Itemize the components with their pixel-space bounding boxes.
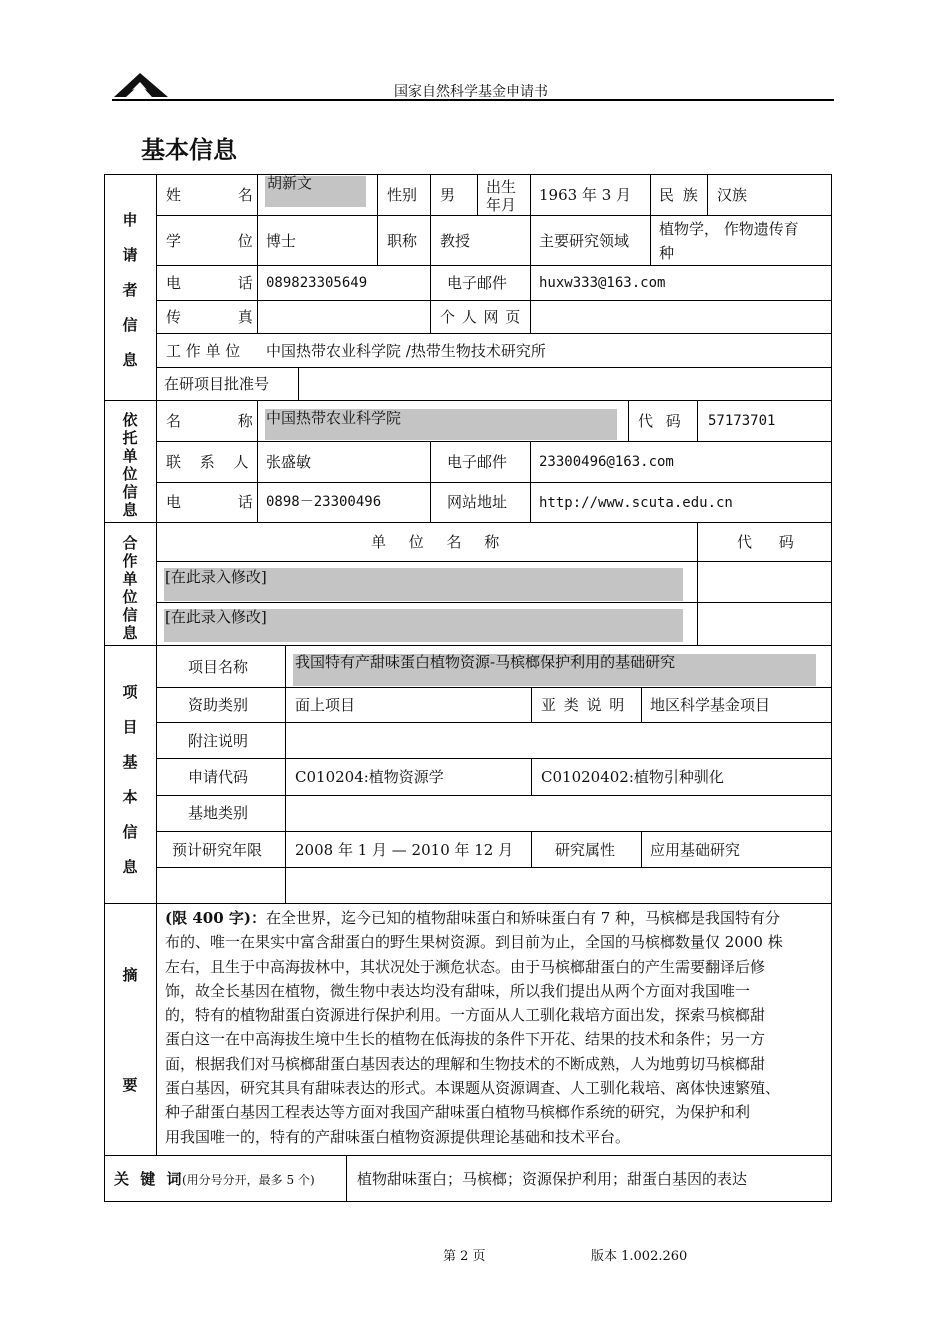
host-contact-label: 联 系 人 xyxy=(166,453,249,471)
project-no-label: 在研项目批准号 xyxy=(164,375,270,393)
research-field-label: 主要研究领域 xyxy=(539,232,630,250)
application-code-2[interactable]: C01020402:植物引种驯化 xyxy=(541,768,724,786)
header-title: 国家自然科学基金申请书 xyxy=(394,84,548,100)
page-number: 第 2 页 xyxy=(443,1249,486,1264)
funding-type-label: 资助类别 xyxy=(188,696,249,714)
research-field-value-line1[interactable]: 植物学， 作物遗传育 xyxy=(659,220,799,238)
name-label: 姓 名 xyxy=(166,186,253,204)
version-label: 版本 1.002.260 xyxy=(591,1249,688,1264)
work-unit-label: 工 作 单 位 xyxy=(166,342,241,360)
research-field-value-line2[interactable]: 种 xyxy=(659,244,675,262)
work-unit-value[interactable]: 中国热带农业科学院 /热带生物技术研究所 xyxy=(266,342,546,360)
host-website-value[interactable]: http://www.scuta.edu.cn xyxy=(539,495,733,511)
project-name-label: 项目名称 xyxy=(188,658,249,676)
name-value[interactable]: 胡新文 xyxy=(267,174,313,192)
abstract-line: 左右，且生于中高海拔林中，其状况处于濒危状态。由于马槟榔甜蛋白的产生需要翻译后修 xyxy=(165,957,766,976)
keywords-label: 关 键 词 xyxy=(114,1170,182,1188)
ethnic-label: 民 族 xyxy=(659,186,698,204)
host-code-value[interactable]: 57173701 xyxy=(708,413,776,429)
abstract-line: 面，根据我们对马槟榔甜蛋白基因表达的理解和生物技术的不断成熟，人为地剪切马槟榔甜 xyxy=(165,1054,766,1073)
application-code-1[interactable]: C010204:植物资源学 xyxy=(295,768,444,786)
coop-unit-name-header: 单 位 名 称 xyxy=(371,533,500,551)
abstract-line: 布的、唯一在果实中富含甜蛋白的野生果树资源。到目前为止，全国的马槟榔数量仅 2000 株 xyxy=(165,933,783,952)
email-label: 电子邮件 xyxy=(447,274,508,292)
gender-label: 性别 xyxy=(387,186,418,204)
degree-value[interactable]: 博士 xyxy=(266,232,297,250)
host-website-label: 网站地址 xyxy=(447,493,508,511)
host-code-label: 代 码 xyxy=(638,412,681,430)
homepage-label: 个 人 网 页 xyxy=(440,308,521,326)
nsfc-logo-icon xyxy=(112,70,170,100)
email-value[interactable]: huxw333@163.com xyxy=(539,275,666,291)
abstract-line: 蛋白基因，研究其具有甜味表达的形式。本课题从资源调查、人工驯化栽培、离体快速繁殖、 xyxy=(165,1079,781,1098)
abstract-lead: (限 400 字)： xyxy=(165,909,266,927)
abstract-line: 饰，故全长基因在植物，微生物中表达均没有甜味，所以我们提出从两个方面对我国唯一 xyxy=(165,981,751,1000)
application-code-label: 申请代码 xyxy=(188,768,249,786)
host-email-label: 电子邮件 xyxy=(447,453,508,471)
note-label: 附注说明 xyxy=(188,732,249,750)
host-contact-value[interactable]: 张盛敏 xyxy=(266,453,312,471)
abstract-line: 的，特有的植物甜蛋白资源进行保护利用。一方面从人工驯化栽培方面出发，探索马槟榔甜 xyxy=(165,1006,766,1025)
research-attr-label: 研究属性 xyxy=(555,841,616,859)
degree-label: 学 位 xyxy=(166,232,253,250)
host-name-value[interactable]: 中国热带农业科学院 xyxy=(266,409,402,427)
coop-row-1-name[interactable]: [在此录入修改] xyxy=(165,568,267,586)
title-label: 职称 xyxy=(387,232,418,250)
host-name-label: 名 称 xyxy=(166,412,253,430)
ethnic-value[interactable]: 汉族 xyxy=(717,186,748,204)
period-value[interactable]: 2008 年 1 月 — 2010 年 12 月 xyxy=(295,841,514,859)
keywords-hint: (用分号分开，最多 5 个) xyxy=(182,1173,315,1187)
project-name-value[interactable]: 我国特有产甜味蛋白植物资源-马槟榔保护利用的基础研究 xyxy=(295,653,676,671)
keywords-value[interactable]: 植物甜味蛋白；马槟榔；资源保护利用；甜蛋白基因的表达 xyxy=(357,1170,748,1188)
host-phone-label: 电 话 xyxy=(166,493,253,511)
subcategory-label: 亚 类 说 明 xyxy=(541,696,625,714)
abstract-text[interactable] xyxy=(165,906,829,1149)
fax-label: 传 真 xyxy=(166,308,253,326)
page-title: 基本信息 xyxy=(141,136,237,164)
host-email-value[interactable]: 23300496@163.com xyxy=(539,454,674,470)
period-label: 预计研究年限 xyxy=(172,841,263,859)
phone-value[interactable]: 089823305649 xyxy=(266,275,368,291)
research-attr-value[interactable]: 应用基础研究 xyxy=(650,841,741,859)
abstract-line: 蛋白这一在中高海拔生境中生长的植物在低海拔的条件下开花、结果的技术和条件；另一方 xyxy=(165,1030,766,1049)
abstract-line: 在全世界，迄今已知的植物甜味蛋白和矫味蛋白有 7 种，马槟榔是我国特有分 xyxy=(265,909,781,927)
funding-type-value[interactable]: 面上项目 xyxy=(295,696,356,714)
birth-label: 出生年月 xyxy=(486,178,517,214)
birth-value[interactable]: 1963 年 3 月 xyxy=(539,186,632,204)
base-type-label: 基地类别 xyxy=(188,804,249,822)
abstract-line: 用我国唯一的，特有的产甜味蛋白植物资源提供理论基础和技术平台。 xyxy=(165,1127,631,1146)
abstract-line: 种子甜蛋白基因工程表达等方面对我国产甜味蛋白植物马槟榔作系统的研究，为保护和利 xyxy=(165,1103,751,1122)
gender-value[interactable]: 男 xyxy=(440,186,456,204)
coop-code-header: 代 码 xyxy=(737,533,794,551)
title-value[interactable]: 教授 xyxy=(440,232,471,250)
subcategory-value[interactable]: 地区科学基金项目 xyxy=(650,696,771,714)
coop-row-2-name[interactable]: [在此录入修改] xyxy=(165,608,267,626)
host-phone-value[interactable]: 0898－23300496 xyxy=(266,494,382,510)
phone-label: 电 话 xyxy=(166,274,253,292)
